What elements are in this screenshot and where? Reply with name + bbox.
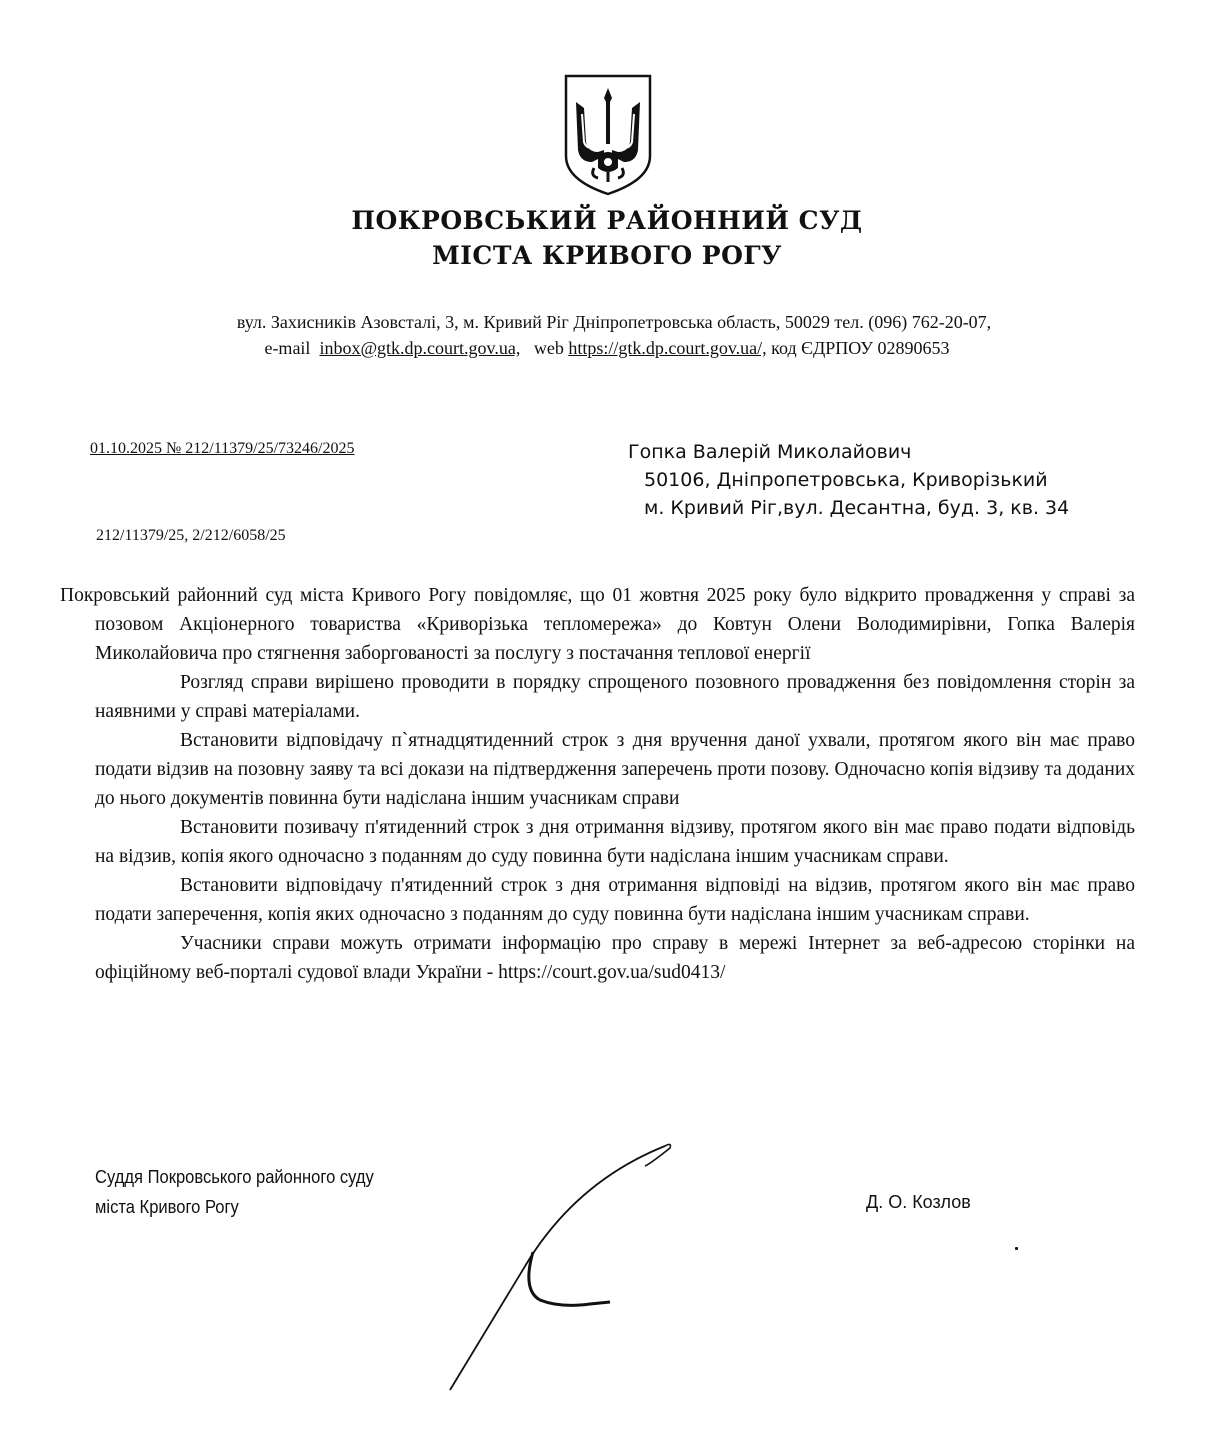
edrpou-code: код ЄДРПОУ 02890653 xyxy=(771,338,950,358)
signer-name: Д. О. Козлов xyxy=(866,1192,971,1212)
body-paragraph: Встановити позивачу п'ятиденний строк з дня отримання відзиву, протягом якого він має право подати відповідь на відзив, копія якого одночасно з поданням до суду повинна бути надіслана іншим учасникам справи. xyxy=(95,817,1135,867)
outgoing-reference xyxy=(90,440,354,458)
court-name-line2: МІСТА КРИВОГО РОГУ xyxy=(432,241,782,270)
number-label: № xyxy=(166,440,182,457)
email-label: e-mail xyxy=(264,338,311,358)
recipient-address-line2: м. Кривий Ріг,вул. Десантна, буд. 3, кв. 34 xyxy=(644,497,1070,519)
body-paragraph: Розгляд справи вирішено проводити в порядку спрощеного позовного провадження без повідомлення сторін за наявними у справі матеріалами. xyxy=(95,672,1135,722)
email-link[interactable]: inbox@gtk.dp.court.gov.ua, xyxy=(319,338,521,358)
body-paragraph: Встановити відповідачу п`ятнадцятиденний строк з дня вручення даної ухвали, протягом якого він має право подати відзив на позовну заяву та всі докази на підтвердження заперечень проти позову. Одночасно копія відзиву та доданих до нього документів повинна бути надіслана іншим учасникам справи xyxy=(95,730,1135,809)
recipient-block xyxy=(628,438,1069,522)
letter-body xyxy=(60,581,1135,987)
outgoing-number: 212/11379/25/73246/2025 xyxy=(185,440,355,457)
handwritten-signature-icon xyxy=(440,1140,770,1400)
court-address: вул. Захисників Азовсталі, 3, м. Кривий Ріг Дніпропетровська область, 50029 тел. (096) 762-20-07, xyxy=(236,312,992,332)
recipient-address-line1: 50106, Дніпропетровська, Криворізький xyxy=(644,469,1048,491)
signer-position-line2: міста Кривого Рогу xyxy=(95,1197,239,1217)
signer-position xyxy=(95,1162,374,1222)
outgoing-date: 01.10.2025 xyxy=(90,440,162,457)
recipient-name: Гопка Валерій Миколайович xyxy=(628,441,912,463)
web-label: web xyxy=(533,338,564,358)
body-paragraph: Учасники справи можуть отримати інформацію про справу в мережі Інтернет за веб-адресою сторінки на офіційному веб-порталі судової влади України - https://court.gov.ua/sud0413/ xyxy=(95,933,1135,983)
court-name-line1: ПОКРОВСЬКИЙ РАЙОННИЙ СУД xyxy=(351,206,863,235)
court-contacts xyxy=(0,335,1214,361)
website-link[interactable]: https://gtk.dp.court.gov.ua/, xyxy=(568,338,767,358)
coat-of-arms-trident-icon xyxy=(562,72,654,198)
scan-speck xyxy=(1015,1247,1018,1250)
body-paragraph: Покровський районний суд міста Кривого Рогу повідомляє, що 01 жовтня 2025 року було відкрито провадження у справі за позовом Акціонерного товариства «Криворізька тепломережа» до Ковтун Олени Володимирівни, Гопка Валерія Миколайовича про стягнення заборгованості за послугу з постачання теплової енергії xyxy=(60,585,1135,664)
case-numbers: 212/11379/25, 2/212/6058/25 xyxy=(96,527,286,544)
signer-position-line1: Суддя Покровського районного суду xyxy=(95,1167,374,1187)
body-paragraph: Встановити відповідачу п'ятиденний строк з дня отримання відповіді на відзив, протягом якого він має право подати заперечення, копія яких одночасно з поданням до суду повинна бути надіслана іншим учасникам справи. xyxy=(95,875,1135,925)
